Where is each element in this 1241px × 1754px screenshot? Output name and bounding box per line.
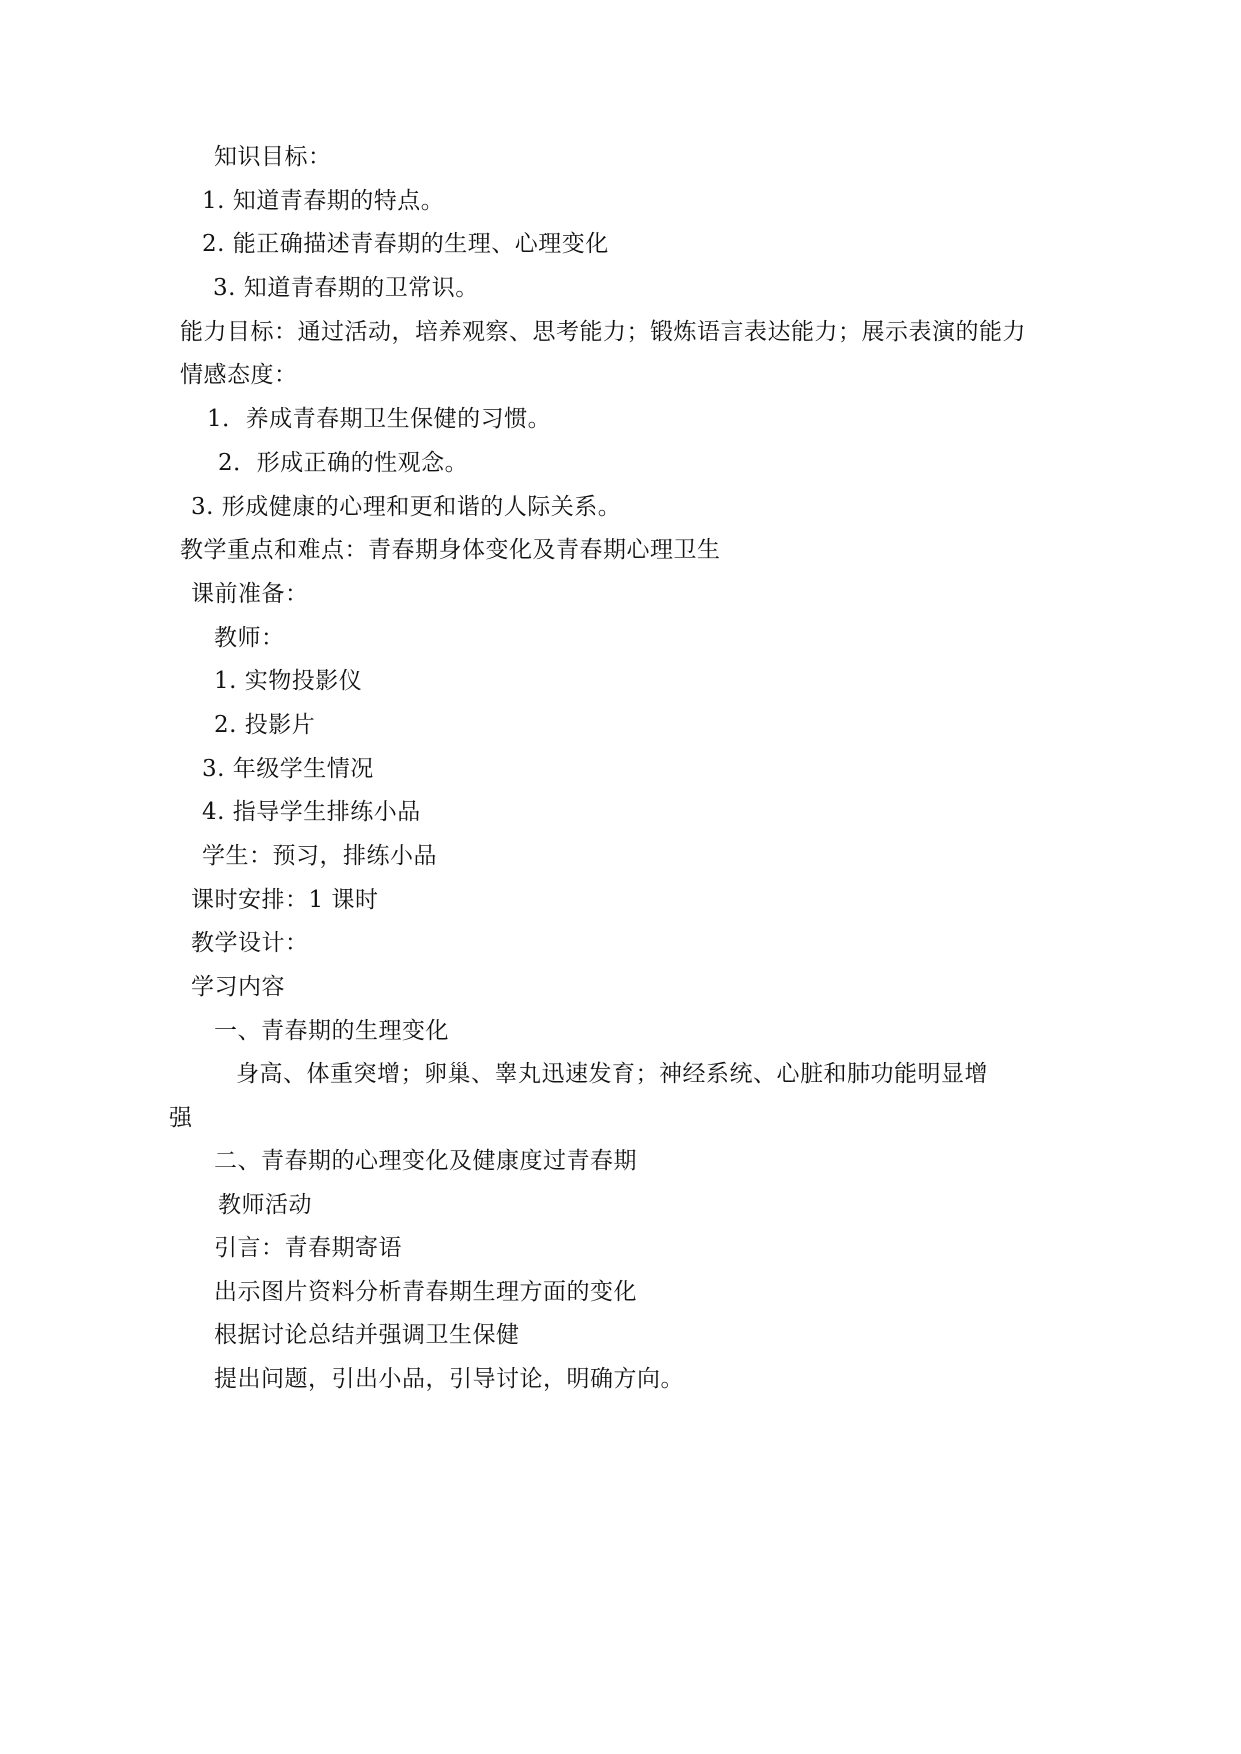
activity-2: 出示图片资料分析青春期生理方面的变化 <box>214 1279 637 1305</box>
section-2-title: 二、青春期的心理变化及健康度过青春期 <box>214 1148 637 1174</box>
section-1-title: 一、青春期的生理变化 <box>214 1018 449 1044</box>
teacher-prep-4: 4. 指导学生排练小品 <box>202 799 421 825</box>
heading-teacher: 教师： <box>214 625 285 651</box>
heading-learning-content: 学习内容 <box>191 974 285 1000</box>
activity-1: 引言：青春期寄语 <box>214 1235 402 1261</box>
activity-4: 提出问题，引出小品，引导讨论，明确方向。 <box>214 1366 684 1392</box>
ability-goals: 能力目标：通过活动，培养观察、思考能力；锻炼语言表达能力；展示表演的能力 <box>180 319 1026 345</box>
student-prep: 学生：预习，排练小品 <box>202 843 437 869</box>
attitude-goal-2: 2．形成正确的性观念。 <box>218 450 469 476</box>
heading-knowledge-goals: 知识目标： <box>214 144 332 170</box>
class-hours: 课时安排：1 课时 <box>191 887 379 913</box>
section-1-body: 身高、体重突增；卵巢、睾丸迅速发育；神经系统、心脏和肺功能明显增 <box>236 1061 988 1087</box>
knowledge-goal-2: 2. 能正确描述青春期的生理、心理变化 <box>202 231 609 257</box>
key-points: 教学重点和难点：青春期身体变化及青春期心理卫生 <box>180 537 721 563</box>
attitude-goal-3: 3. 形成健康的心理和更和谐的人际关系。 <box>191 494 622 520</box>
teacher-prep-3: 3. 年级学生情况 <box>202 756 374 782</box>
knowledge-goal-3: 3. 知道青春期的卫常识。 <box>213 275 479 301</box>
knowledge-goal-1: 1. 知道青春期的特点。 <box>202 188 445 214</box>
teacher-prep-1: 1. 实物投影仪 <box>214 668 363 694</box>
heading-teacher-activity: 教师活动 <box>218 1192 312 1218</box>
section-1-body-cont: 强 <box>169 1105 193 1131</box>
teacher-prep-2: 2. 投影片 <box>214 712 316 738</box>
activity-3: 根据讨论总结并强调卫生保健 <box>214 1322 520 1348</box>
heading-preparation: 课前准备： <box>191 581 309 607</box>
heading-teaching-design: 教学设计： <box>191 930 309 956</box>
heading-emotional-attitude: 情感态度： <box>180 362 298 388</box>
attitude-goal-1: 1．养成青春期卫生保健的习惯。 <box>207 406 552 432</box>
